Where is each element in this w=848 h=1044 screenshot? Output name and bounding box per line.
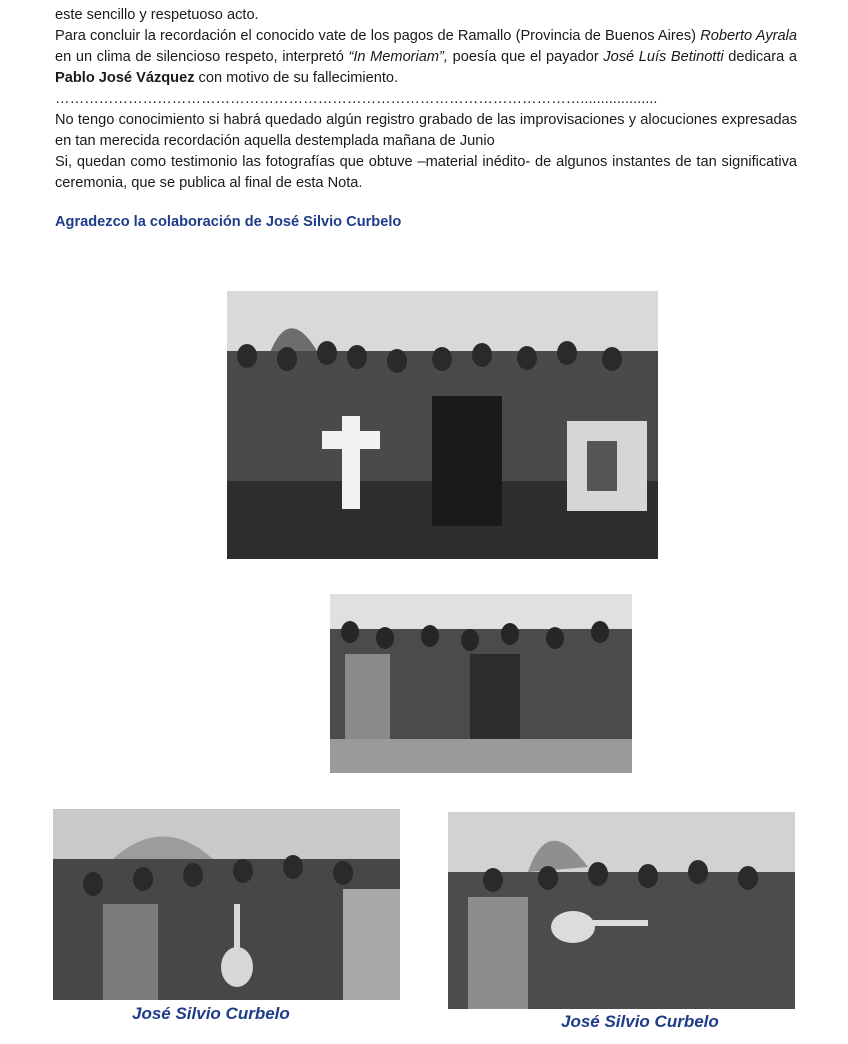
photo-guitarist-right — [448, 812, 795, 1009]
paragraph-1: este sencillo y respetuoso acto. — [55, 7, 259, 23]
paragraph-2 — [55, 26, 797, 89]
caption-left: José Silvio Curbelo — [132, 1004, 290, 1023]
poem-title: “In Memoriam”, — [348, 49, 448, 65]
photo-cemetery-cross — [227, 291, 658, 559]
photo-group-standing — [330, 594, 632, 773]
p2-text-b: en un clima de silencioso respeto, interpretó — [55, 49, 349, 65]
payador-name: José Luís Betinotti — [603, 49, 724, 65]
p2-text-a: Para concluir la recordación el conocido vate de los pagos de Ramallo (Provincia de Buenos Aires) — [55, 28, 701, 44]
caption-right: José Silvio Curbelo — [561, 1012, 719, 1031]
poet-name: Roberto Ayrala — [700, 28, 797, 44]
dotted-separator: ………………………………………………………………………………………………................... — [55, 91, 658, 107]
p2-text-e: con motivo de su fallecimiento. — [194, 70, 399, 86]
article-text — [55, 5, 797, 194]
paragraph-3: No tengo conocimiento si habrá quedado algún registro grabado de las improvisaciones y alocuciones expresadas en tan merecida recordación aquella destemplada mañana de Junio — [55, 112, 797, 149]
acknowledgement: Agradezco la colaboración de José Silvio Curbelo — [55, 214, 402, 230]
honoree-name: Pablo José Vázquez — [55, 70, 195, 86]
paragraph-4: Si, quedan como testimonio las fotografías que obtuve –material inédito- de algunos instantes de tan significativa ceremonia, que se publica al final de esta Nota. — [55, 154, 797, 191]
photo-guitarist-left — [53, 809, 400, 1000]
p2-text-c: poesía que el payador — [447, 49, 604, 65]
p2-text-d: dedicara a — [723, 49, 797, 65]
